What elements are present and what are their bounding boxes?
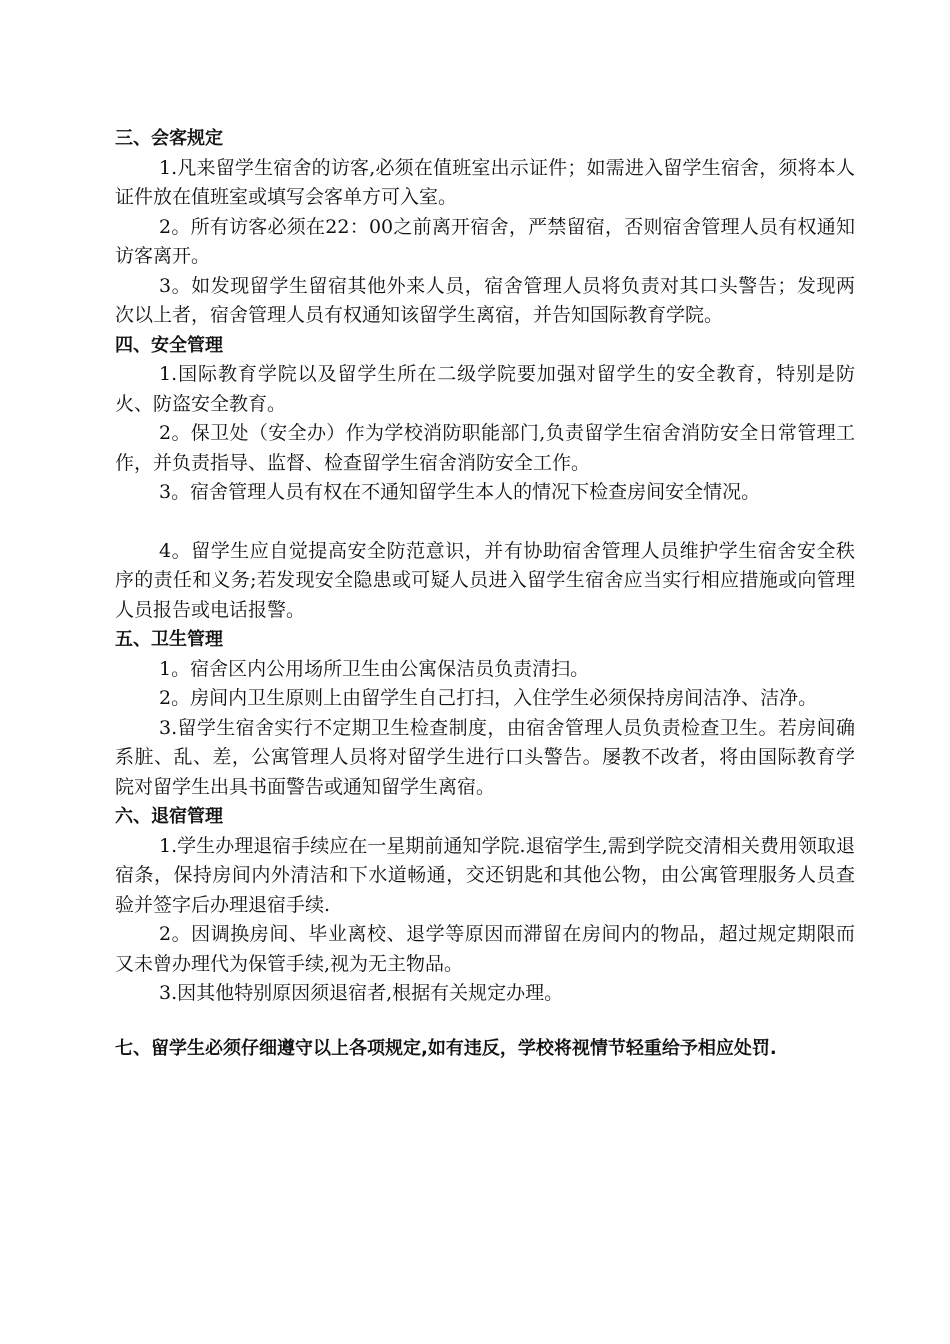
section-visitor-rules — [115, 124, 855, 331]
paragraph: 2。因调换房间、毕业离校、退学等原因而滞留在房间内的物品，超过规定期限而又未曾办理代为保管手续,视为无主物品。 — [115, 923, 855, 975]
paragraph: 3.留学生宿舍实行不定期卫生检查制度，由宿舍管理人员负责检查卫生。若房间确系脏、乱、差，公寓管理人员将对留学生进行口头警告。屡教不改者，将由国际教育学院对留学生出具书面警告或通知留学生离宿。 — [115, 716, 855, 798]
paragraph: 1。宿舍区内公用场所卫生由公寓保洁员负责清扫。 — [159, 657, 590, 680]
section-safety-management — [115, 331, 855, 626]
section-heading: 六、退宿管理 — [115, 806, 223, 827]
blank-line — [115, 508, 855, 537]
final-clause: 七、留学生必须仔细遵守以上各项规定,如有违反，学校将视情节轻重给予相应处罚. — [115, 1037, 777, 1059]
paragraph: 3。宿舍管理人员有权在不通知留学生本人的情况下检查房间安全情况。 — [159, 481, 761, 503]
paragraph: 1.国际教育学院以及留学生所在二级学院要加强对留学生的安全教育，特别是防火、防盗安全教育。 — [115, 363, 855, 415]
document-page — [115, 124, 855, 1081]
paragraph: 2。房间内卫生原则上由留学生自己打扫，入住学生必须保持房间洁净、洁净。 — [159, 687, 818, 709]
paragraph: 2。所有访客必须在22：00之前离开宿舍，严禁留宿，否则宿舍管理人员有权通知访客离开。 — [115, 215, 855, 267]
paragraph: 1.凡来留学生宿舍的访客,必须在值班室出示证件；如需进入留学生宿舍，须将本人证件放在值班室或填写会客单方可入室。 — [115, 156, 855, 208]
paragraph: 4。留学生应自觉提高安全防范意识，并有协助宿舍管理人员维护学生宿舍安全秩序的责任和义务;若发现安全隐患或可疑人员进入留学生宿舍应当实行相应措施或向管理人员报告或电话报警。 — [115, 539, 855, 621]
section-heading: 三、会客规定 — [115, 128, 223, 149]
paragraph: 1.学生办理退宿手续应在一星期前通知学院.退宿学生,需到学院交清相关费用领取退宿条，保持房间内外清洁和下水道畅通，交还钥匙和其他公物，由公寓管理服务人员查验并签字后办理退宿手续. — [115, 834, 855, 916]
section-checkout-management — [115, 802, 855, 1009]
paragraph: 3.因其他特别原因须退宿者,根据有关规定办理。 — [159, 982, 564, 1004]
paragraph: 2。保卫处（安全办）作为学校消防职能部门,负责留学生宿舍消防安全日常管理工作，并负责指导、监督、检查留学生宿舍消防安全工作。 — [115, 422, 855, 474]
section-hygiene-management — [115, 625, 855, 802]
section-heading: 四、安全管理 — [115, 334, 223, 356]
paragraph: 3。如发现留学生留宿其他外来人员，宿舍管理人员将负责对其口头警告；发现两次以上者，宿舍管理人员有权通知该留学生离宿，并告知国际教育学院。 — [115, 274, 855, 326]
section-heading: 五、卫生管理 — [115, 629, 223, 650]
